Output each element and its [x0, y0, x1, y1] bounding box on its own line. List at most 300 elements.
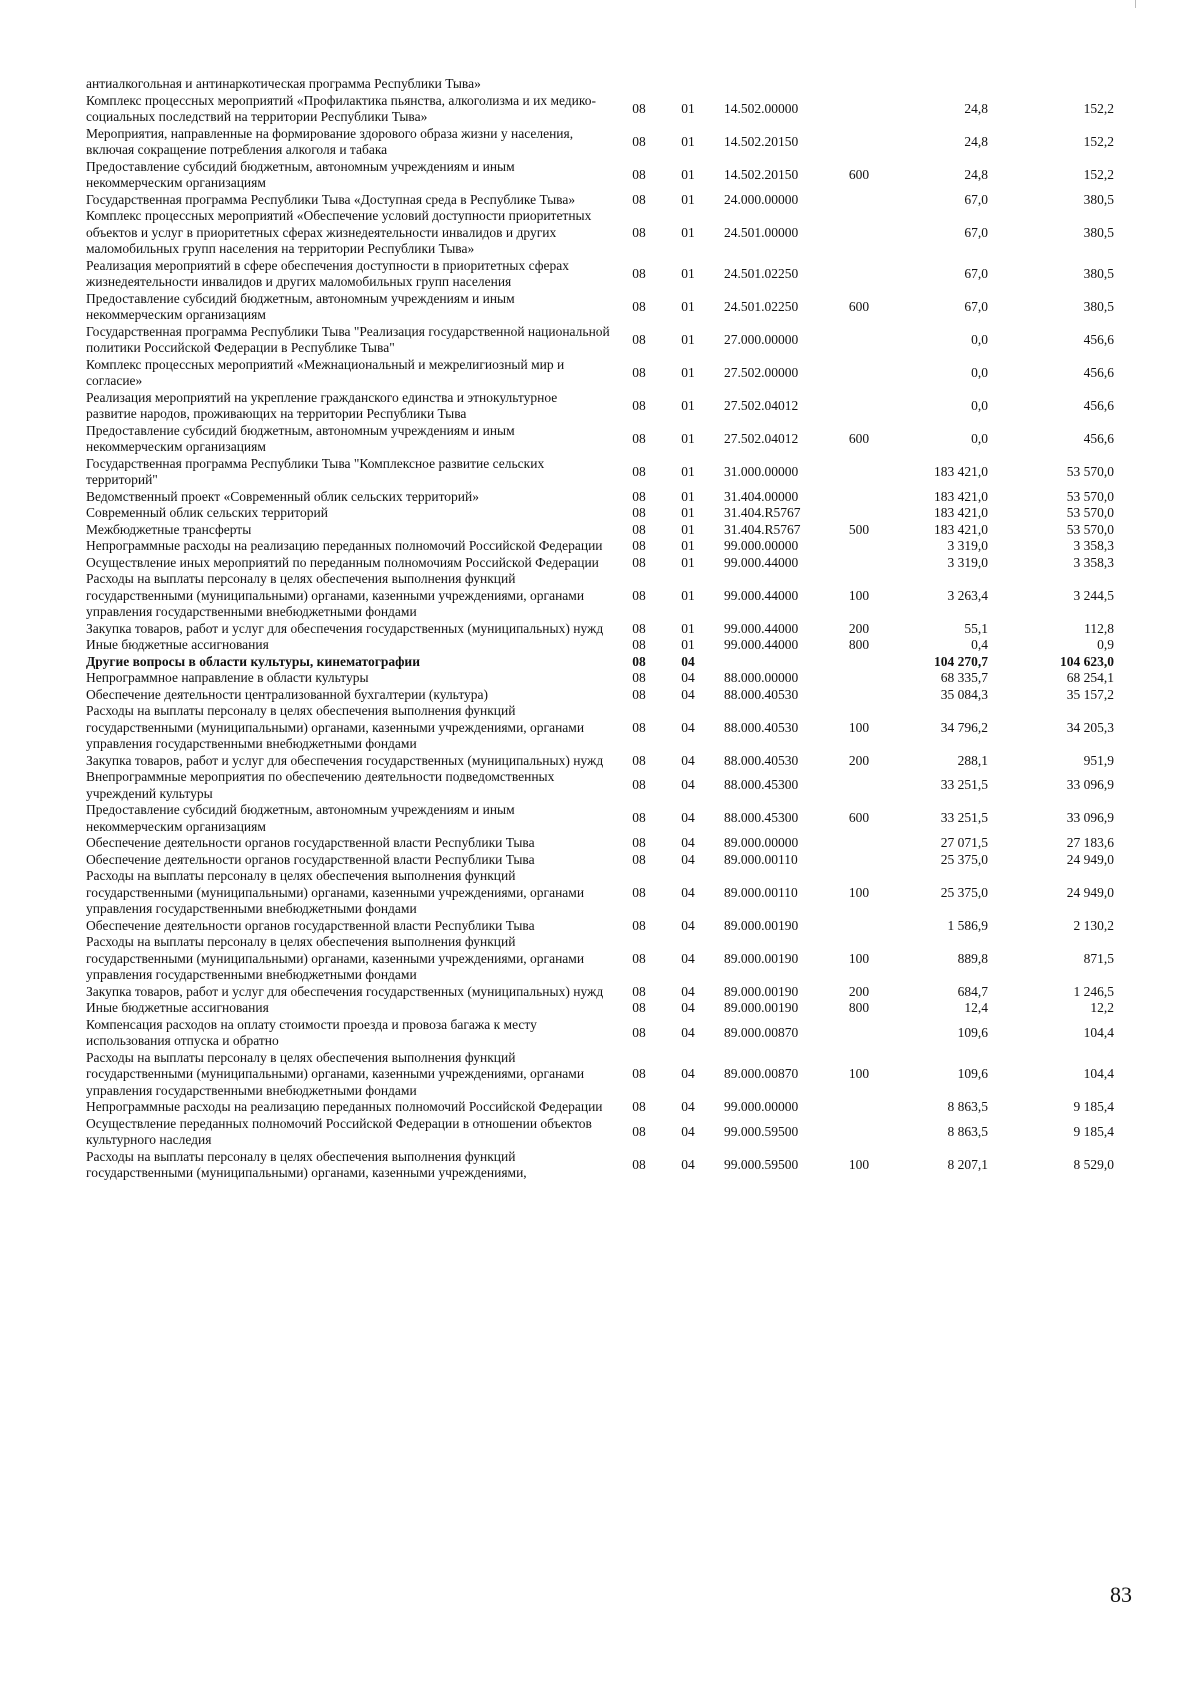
row-name: Закупка товаров, работ и услуг для обеспечения государственных (муниципальных) нужд	[86, 983, 604, 999]
table-row	[86, 918, 1136, 935]
row-amount-year-1: 67,0	[964, 265, 988, 281]
row-target-article-code: 89.000.00190	[724, 950, 799, 966]
row-expense-type-code	[832, 192, 886, 209]
row-amount-year-2: 152,2	[1083, 100, 1114, 116]
row-amount-year-2: 68 254,1	[1066, 670, 1114, 685]
row-subsection-code: 04	[681, 1066, 695, 1081]
row-expense-type-code: 200	[848, 620, 870, 636]
row-name: Государственная программа Республики Тыва «Доступная среда в Республике Тыва»	[86, 191, 576, 207]
row-section-code: 08	[632, 670, 646, 685]
row-name: Предоставление субсидий бюджетным, автономным учреждениям и иным некоммерческим организациям	[86, 158, 515, 190]
row-expense-type-code: 100	[848, 884, 870, 900]
row-subsection-code: 01	[681, 397, 695, 413]
row-subsection-code: 01	[681, 298, 695, 314]
row-amount-year-1: 109,6	[957, 1066, 988, 1081]
row-section-code: 08	[632, 554, 646, 570]
table-row	[86, 291, 1136, 324]
table-row	[86, 357, 1136, 390]
table-row	[86, 390, 1136, 423]
row-subsection-code: 04	[681, 1000, 695, 1015]
row-name: Закупка товаров, работ и услуг для обеспечения государственных (муниципальных) нужд	[86, 620, 604, 636]
row-target-article-code: 24.501.02250	[724, 265, 799, 281]
row-section-code: 08	[632, 884, 646, 900]
row-expense-type-code	[832, 324, 886, 357]
table-row	[86, 126, 1136, 159]
row-section-code: 08	[632, 166, 646, 182]
row-expense-type-code	[832, 918, 886, 935]
row-target-article-code: 99.000.44000	[724, 587, 799, 603]
table-row	[86, 505, 1136, 522]
row-section-code: 08	[632, 777, 646, 793]
row-expense-type-code	[832, 654, 886, 671]
row-amount-year-2: 9 185,4	[1073, 1099, 1114, 1114]
row-target-article-code: 31.404.R5767	[724, 505, 801, 520]
row-target-article-code: 88.000.40530	[724, 719, 799, 735]
table-row	[86, 703, 1136, 753]
row-amount-year-1: 288,1	[957, 752, 988, 768]
row-section-code: 08	[632, 752, 646, 768]
table-row	[86, 208, 1136, 258]
row-target-article-code: 89.000.00870	[724, 1066, 799, 1081]
row-subsection-code: 04	[681, 835, 695, 850]
row-amount-year-1: 183 421,0	[934, 505, 988, 520]
row-section-code: 08	[632, 133, 646, 149]
row-subsection-code: 04	[681, 1099, 695, 1114]
row-amount-year-2: 8 529,0	[1073, 1156, 1114, 1172]
row-amount-year-1: 34 796,2	[940, 719, 988, 735]
row-amount-year-2: 33 096,9	[1066, 810, 1114, 826]
row-section-code: 08	[632, 331, 646, 347]
row-amount-year-2: 1 246,5	[1073, 983, 1114, 999]
row-section-code: 08	[632, 653, 646, 669]
row-expense-type-code	[832, 769, 886, 802]
row-target-article-code: 99.000.00000	[724, 1099, 799, 1114]
row-amount-year-1: 183 421,0	[934, 463, 988, 479]
row-amount-year-2: 456,6	[1083, 331, 1114, 347]
row-amount-year-2: 53 570,0	[1066, 488, 1114, 504]
row-name: Расходы на выплаты персоналу в целях обеспечения выполнения функций государственными (муниципальными) органами, казенными учреждениями, органами управления государственными внебюджетными фондами	[86, 1049, 585, 1098]
row-subsection-code: 01	[681, 587, 695, 603]
row-name: Иные бюджетные ассигнования	[86, 1000, 269, 1015]
row-target-article-code: 89.000.00110	[724, 884, 798, 900]
table-row	[86, 489, 1136, 506]
row-section-code: 08	[632, 810, 646, 826]
row-subsection-code	[662, 76, 714, 93]
row-section-code: 08	[632, 1123, 646, 1139]
row-name: Внепрограммные мероприятия по обеспечению деятельности подведомственных учреждений культуры	[86, 769, 555, 801]
row-subsection-code: 01	[681, 364, 695, 380]
table-row	[86, 769, 1136, 802]
row-expense-type-code	[832, 1099, 886, 1116]
row-amount-year-2: 9 185,4	[1073, 1123, 1114, 1139]
row-amount-year-2: 951,9	[1083, 752, 1114, 768]
row-amount-year-2: 104,4	[1083, 1066, 1114, 1081]
row-amount-year-2: 24 949,0	[1066, 851, 1114, 867]
row-amount-year-2: 380,5	[1083, 265, 1114, 281]
row-name: Реализация мероприятий на укрепление гражданского единства и этнокультурное развитие народов, проживающих на территории Республики Тыва	[86, 389, 558, 421]
row-amount-year-2: 456,6	[1083, 430, 1114, 446]
row-name: Иные бюджетные ассигнования	[86, 637, 269, 652]
table-row	[86, 637, 1136, 654]
row-subsection-code: 04	[681, 777, 695, 793]
row-expense-type-code: 600	[848, 810, 870, 826]
row-amount-year-1: 24,8	[964, 166, 988, 182]
row-section-code: 08	[632, 1156, 646, 1172]
row-target-article-code	[714, 654, 832, 671]
table-row	[86, 192, 1136, 209]
row-target-article-code: 99.000.00000	[724, 538, 799, 553]
row-subsection-code: 01	[681, 521, 695, 537]
row-subsection-code: 01	[681, 620, 695, 636]
row-name: Непрограммное направление в области культуры	[86, 670, 369, 685]
row-expense-type-code: 100	[848, 1066, 870, 1081]
row-amount-year-2: 33 096,9	[1066, 777, 1114, 793]
table-row	[86, 1116, 1136, 1149]
row-amount-year-2: 3 244,5	[1073, 587, 1114, 603]
row-amount-year-2: 3 358,3	[1073, 538, 1114, 553]
row-name: Современный облик сельских территорий	[86, 505, 328, 520]
row-name: Предоставление субсидий бюджетным, автономным учреждениям и иным некоммерческим организациям	[86, 290, 515, 322]
table-row	[86, 934, 1136, 984]
row-amount-year-1: 25 375,0	[940, 884, 988, 900]
row-expense-type-code	[832, 390, 886, 423]
row-section-code: 08	[632, 364, 646, 380]
row-section-code: 08	[632, 298, 646, 314]
row-amount-year-1: 8 863,5	[947, 1099, 988, 1114]
row-expense-type-code: 800	[848, 637, 870, 652]
row-subsection-code: 01	[681, 488, 695, 504]
row-name: Непрограммные расходы на реализацию переданных полномочий Российской Федерации	[86, 538, 603, 553]
row-name: Комплекс процессных мероприятий «Обеспечение условий доступности приоритетных объектов и услуг в приоритетных сферах жизнедеятельности инвалидов и других маломобильных групп населения на территории Республики Тыва»	[86, 208, 592, 256]
row-expense-type-code	[832, 835, 886, 852]
row-expense-type-code: 200	[848, 983, 870, 999]
row-name: Предоставление субсидий бюджетным, автономным учреждениям и иным некоммерческим организациям	[86, 802, 515, 834]
row-amount-year-2: 3 358,3	[1073, 554, 1114, 570]
row-name: Расходы на выплаты персоналу в целях обеспечения выполнения функций государственными (муниципальными) органами, казенными учреждениями, органами управления государственными внебюджетными фондами	[86, 868, 585, 916]
row-target-article-code: 89.000.00190	[724, 917, 799, 933]
row-name: Предоставление субсидий бюджетным, автономным учреждениям и иным некоммерческим организациям	[86, 422, 515, 454]
table-row	[86, 621, 1136, 638]
budget-table-sheet	[86, 76, 1136, 1182]
row-amount-year-2: 2 130,2	[1073, 917, 1114, 933]
table-row	[86, 670, 1136, 687]
row-subsection-code: 01	[681, 538, 695, 553]
row-amount-year-2: 53 570,0	[1066, 463, 1114, 479]
row-target-article-code: 88.000.40530	[724, 686, 799, 702]
row-amount-year-2: 380,5	[1083, 191, 1114, 207]
row-section-code: 08	[632, 1000, 646, 1015]
row-amount-year-1: 0,4	[971, 637, 988, 652]
row-subsection-code: 04	[681, 719, 695, 735]
row-subsection-code: 01	[681, 100, 695, 116]
row-section-code	[616, 76, 662, 93]
row-amount-year-2: 456,6	[1083, 397, 1114, 413]
row-subsection-code: 04	[681, 950, 695, 966]
row-target-article-code: 27.502.00000	[724, 364, 799, 380]
row-target-article-code: 31.404.00000	[724, 488, 799, 504]
row-expense-type-code: 100	[848, 587, 870, 603]
table-row	[86, 93, 1136, 126]
row-name: Компенсация расходов на оплату стоимости проезда и провоза багажа к месту использования отпуска и обратно	[86, 1016, 537, 1048]
row-subsection-code: 04	[681, 653, 695, 669]
row-amount-year-2: 12,2	[1090, 1000, 1114, 1015]
row-target-article-code: 89.000.00190	[724, 1000, 799, 1015]
row-subsection-code: 04	[681, 1123, 695, 1139]
row-target-article-code: 88.000.40530	[724, 752, 799, 768]
row-subsection-code: 04	[681, 670, 695, 685]
table-row	[86, 868, 1136, 918]
row-amount-year-1: 24,8	[964, 133, 988, 149]
row-name: Обеспечение деятельности органов государственной власти Республики Тыва	[86, 917, 535, 933]
table-row	[86, 1149, 1136, 1182]
row-section-code: 08	[632, 637, 646, 652]
row-subsection-code: 01	[681, 191, 695, 207]
row-expense-type-code	[832, 1017, 886, 1050]
row-amount-year-2: 27 183,6	[1066, 835, 1114, 850]
row-target-article-code	[714, 76, 832, 93]
row-section-code: 08	[632, 397, 646, 413]
row-amount-year-1: 0,0	[971, 397, 988, 413]
row-amount-year-2: 112,8	[1084, 620, 1114, 636]
row-section-code: 08	[632, 950, 646, 966]
row-amount-year-2: 24 949,0	[1066, 884, 1114, 900]
row-expense-type-code	[832, 1116, 886, 1149]
row-target-article-code: 14.502.00000	[724, 100, 799, 116]
row-amount-year-1: 25 375,0	[940, 851, 988, 867]
row-name: Комплекс процессных мероприятий «Профилактика пьянства, алкоголизма и их медико-социальных последствий на территории Республики Тыва»	[86, 92, 597, 124]
table-row	[86, 1050, 1136, 1100]
row-subsection-code: 01	[681, 331, 695, 347]
row-name: Ведомственный проект «Современный облик сельских территорий»	[86, 488, 479, 504]
row-expense-type-code: 800	[848, 1000, 870, 1015]
row-subsection-code: 04	[681, 1156, 695, 1172]
row-section-code: 08	[632, 719, 646, 735]
row-amount-year-1: 68 335,7	[940, 670, 988, 685]
row-expense-type-code: 100	[848, 1156, 870, 1172]
table-row	[86, 76, 1136, 93]
row-name: антиалкогольная и антинаркотическая программа Республики Тыва»	[86, 76, 481, 91]
row-target-article-code: 89.000.00190	[724, 983, 799, 999]
row-section-code: 08	[632, 224, 646, 240]
row-amount-year-1: 8 863,5	[947, 1123, 988, 1139]
table-row	[86, 555, 1136, 572]
row-subsection-code: 04	[681, 686, 695, 702]
row-subsection-code: 01	[681, 224, 695, 240]
row-amount-year-1: 3 319,0	[947, 554, 988, 570]
row-expense-type-code	[832, 489, 886, 506]
row-subsection-code: 01	[681, 554, 695, 570]
row-amount-year-2: 380,5	[1083, 224, 1114, 240]
row-target-article-code: 89.000.00870	[724, 1024, 799, 1040]
row-target-article-code: 14.502.20150	[724, 166, 799, 182]
row-amount-year-1: 104 270,7	[934, 653, 988, 669]
row-section-code: 08	[632, 851, 646, 867]
budget-table-body	[86, 76, 1136, 1182]
row-name: Мероприятия, направленные на формирование здорового образа жизни у населения, включая сокращение потребления алкоголя и табака	[86, 125, 574, 157]
row-subsection-code: 01	[681, 505, 695, 520]
row-name: Расходы на выплаты персоналу в целях обеспечения выполнения функций государственными (муниципальными) органами, казенными учреждениями, органами управления государственными внебюджетными фондами	[86, 703, 585, 751]
row-section-code: 08	[632, 1099, 646, 1114]
row-amount-year-2: 53 570,0	[1066, 521, 1114, 537]
row-expense-type-code: 600	[848, 298, 870, 314]
row-target-article-code: 27.502.04012	[724, 430, 799, 446]
row-target-article-code: 88.000.00000	[724, 670, 799, 685]
row-section-code: 08	[632, 191, 646, 207]
budget-table	[86, 76, 1136, 1182]
row-expense-type-code	[832, 93, 886, 126]
table-row	[86, 571, 1136, 621]
row-expense-type-code	[832, 258, 886, 291]
row-amount-year-2	[1010, 76, 1136, 93]
row-subsection-code: 04	[681, 983, 695, 999]
row-expense-type-code	[832, 126, 886, 159]
row-amount-year-1: 1 586,9	[947, 917, 988, 933]
row-name: Осуществление иных мероприятий по переданным полномочиям Российской Федерации	[86, 554, 599, 570]
table-row	[86, 835, 1136, 852]
row-expense-type-code	[832, 852, 886, 869]
row-section-code: 08	[632, 1066, 646, 1081]
row-subsection-code: 04	[681, 810, 695, 826]
row-section-code: 08	[632, 587, 646, 603]
row-subsection-code: 01	[681, 166, 695, 182]
row-target-article-code: 99.000.44000	[724, 637, 799, 652]
row-amount-year-1: 33 251,5	[940, 810, 988, 826]
row-amount-year-1: 67,0	[964, 191, 988, 207]
row-amount-year-1: 0,0	[971, 331, 988, 347]
row-target-article-code: 89.000.00110	[724, 851, 798, 867]
row-section-code: 08	[632, 835, 646, 850]
row-target-article-code: 14.502.20150	[724, 133, 799, 149]
row-amount-year-1: 684,7	[957, 983, 988, 999]
row-expense-type-code	[832, 505, 886, 522]
row-expense-type-code: 100	[848, 950, 870, 966]
row-expense-type-code	[832, 456, 886, 489]
row-name: Расходы на выплаты персоналу в целях обеспечения выполнения функций государственными (муниципальными) органами, казенными учреждениями, органами управления государственными внебюджетными фондами	[86, 934, 585, 982]
row-amount-year-2: 0,9	[1097, 637, 1114, 652]
row-target-article-code: 89.000.00000	[724, 835, 799, 850]
row-amount-year-2: 380,5	[1083, 298, 1114, 314]
row-target-article-code: 27.502.04012	[724, 397, 799, 413]
row-target-article-code: 88.000.45300	[724, 777, 799, 793]
row-name: Реализация мероприятий в сфере обеспечения доступности в приоритетных сферах жизнедеятельности инвалидов и других маломобильных групп населения	[86, 257, 570, 289]
row-amount-year-1: 183 421,0	[934, 521, 988, 537]
row-name: Обеспечение деятельности органов государственной власти Республики Тыва	[86, 835, 535, 850]
row-section-code: 08	[632, 521, 646, 537]
row-target-article-code: 24.000.00000	[724, 191, 799, 207]
row-name: Осуществление переданных полномочий Российской Федерации в отношении объектов культурного наследия	[86, 1115, 592, 1147]
row-subsection-code: 04	[681, 752, 695, 768]
row-expense-type-code	[832, 208, 886, 258]
row-name: Обеспечение деятельности централизованной бухгалтерии (культура)	[86, 686, 489, 702]
row-amount-year-2: 871,5	[1083, 950, 1114, 966]
row-target-article-code: 99.000.44000	[724, 554, 799, 570]
row-amount-year-2: 152,2	[1083, 166, 1114, 182]
row-expense-type-code	[832, 687, 886, 704]
table-row	[86, 1000, 1136, 1017]
row-expense-type-code	[832, 670, 886, 687]
row-subsection-code: 01	[681, 133, 695, 149]
table-row	[86, 456, 1136, 489]
row-amount-year-1: 67,0	[964, 298, 988, 314]
table-row	[86, 1017, 1136, 1050]
row-expense-type-code: 600	[848, 430, 870, 446]
table-row	[86, 984, 1136, 1001]
row-amount-year-1: 0,0	[971, 430, 988, 446]
row-amount-year-2: 152,2	[1083, 133, 1114, 149]
row-amount-year-1: 889,8	[957, 950, 988, 966]
row-amount-year-1: 183 421,0	[934, 488, 988, 504]
row-name: Обеспечение деятельности органов государственной власти Республики Тыва	[86, 851, 535, 867]
row-amount-year-2: 104 623,0	[1060, 653, 1114, 669]
row-expense-type-code	[832, 76, 886, 93]
row-expense-type-code: 200	[848, 752, 870, 768]
table-row	[86, 258, 1136, 291]
row-target-article-code: 99.000.44000	[724, 620, 799, 636]
row-section-code: 08	[632, 686, 646, 702]
row-name: Непрограммные расходы на реализацию переданных полномочий Российской Федерации	[86, 1099, 603, 1114]
row-name: Другие вопросы в области культуры, кинематографии	[86, 653, 420, 669]
row-subsection-code: 01	[681, 265, 695, 281]
row-amount-year-1: 33 251,5	[940, 777, 988, 793]
row-expense-type-code	[832, 357, 886, 390]
row-expense-type-code: 100	[848, 719, 870, 735]
table-row	[86, 324, 1136, 357]
row-name: Расходы на выплаты персоналу в целях обеспечения выполнения функций государственными (муниципальными) органами, казенными учреждениями, органами управления государственными внебюджетными фондами	[86, 571, 585, 619]
row-expense-type-code: 600	[848, 166, 870, 182]
row-section-code: 08	[632, 265, 646, 281]
row-section-code: 08	[632, 620, 646, 636]
row-amount-year-1: 55,1	[964, 620, 988, 636]
row-amount-year-1: 35 084,3	[940, 686, 988, 702]
row-amount-year-1: 27 071,5	[940, 835, 988, 850]
row-section-code: 08	[632, 488, 646, 504]
row-name: Комплекс процессных мероприятий «Межнациональный и межрелигиозный мир и согласие»	[86, 356, 565, 388]
row-section-code: 08	[632, 505, 646, 520]
table-row	[86, 159, 1136, 192]
row-subsection-code: 04	[681, 884, 695, 900]
row-expense-type-code	[832, 555, 886, 572]
row-section-code: 08	[632, 100, 646, 116]
table-row	[86, 423, 1136, 456]
row-amount-year-1: 12,4	[964, 1000, 988, 1015]
row-target-article-code: 99.000.59500	[724, 1123, 799, 1139]
row-amount-year-2: 35 157,2	[1066, 686, 1114, 702]
row-section-code: 08	[632, 430, 646, 446]
row-name: Межбюджетные трансферты	[86, 521, 252, 537]
row-subsection-code: 01	[681, 463, 695, 479]
row-target-article-code: 88.000.45300	[724, 810, 799, 826]
row-name: Закупка товаров, работ и услуг для обеспечения государственных (муниципальных) нужд	[86, 752, 604, 768]
row-amount-year-2: 456,6	[1083, 364, 1114, 380]
table-row	[86, 802, 1136, 835]
row-section-code: 08	[632, 538, 646, 553]
row-target-article-code: 24.501.02250	[724, 298, 799, 314]
row-amount-year-1: 3 263,4	[947, 587, 988, 603]
table-row	[86, 538, 1136, 555]
row-amount-year-2: 104,4	[1083, 1024, 1114, 1040]
row-target-article-code: 99.000.59500	[724, 1156, 799, 1172]
table-row	[86, 852, 1136, 869]
row-target-article-code: 31.404.R5767	[724, 521, 801, 537]
row-section-code: 08	[632, 983, 646, 999]
row-amount-year-2: 53 570,0	[1066, 505, 1114, 520]
row-subsection-code: 01	[681, 430, 695, 446]
row-expense-type-code: 500	[848, 521, 870, 537]
scan-edge-mark	[1135, 0, 1136, 8]
row-amount-year-1	[886, 76, 1010, 93]
table-row	[86, 522, 1136, 539]
row-amount-year-1: 3 319,0	[947, 538, 988, 553]
